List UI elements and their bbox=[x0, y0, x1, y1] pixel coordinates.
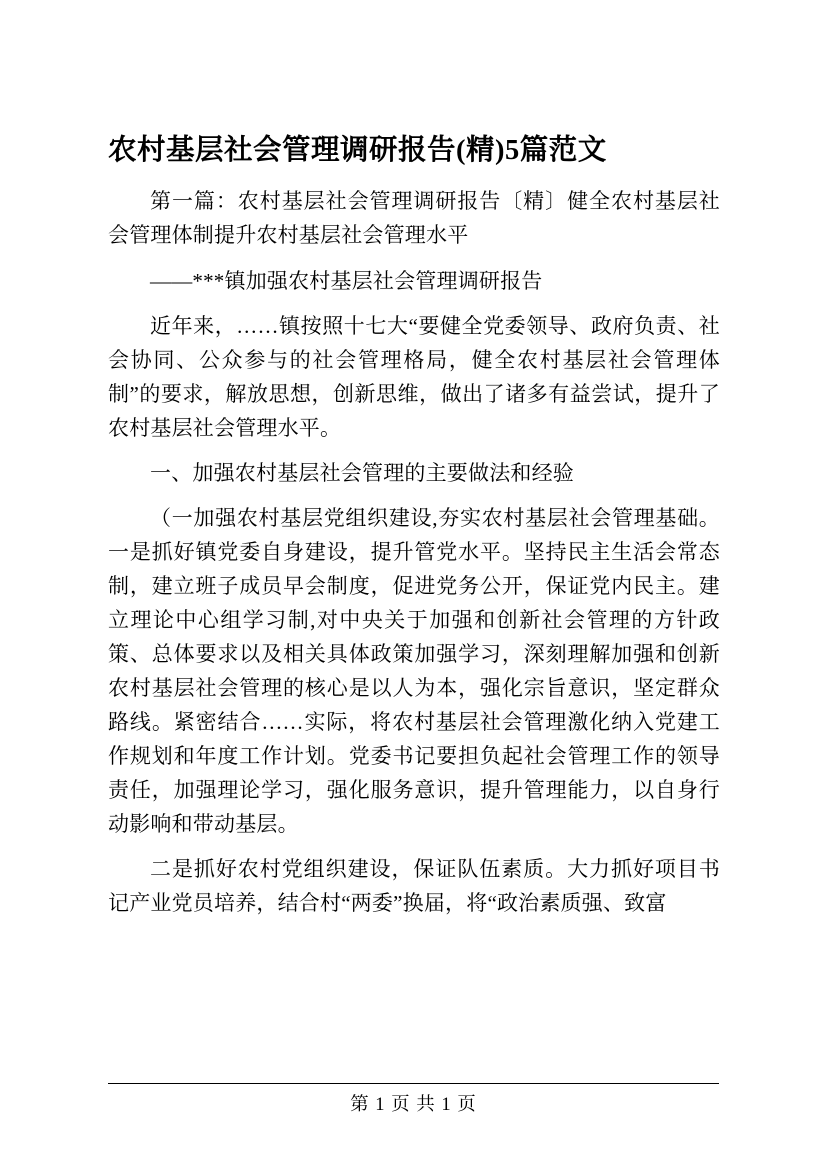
page-footer: 第 1 页 共 1 页 bbox=[350, 1095, 477, 1115]
paragraph-4: 一、加强农村基层社会管理的主要做法和经验 bbox=[150, 460, 574, 485]
document-body bbox=[108, 132, 720, 921]
paragraph-3: 近年来，……镇按照十七大“要健全党委领导、政府负责、社会协同、公众参与的社会管理格局，健全农村基层社会管理体制”的要求，解放思想，创新思维，做出了诸多有益尝试，提升了农村基层社会管理水平。 bbox=[108, 313, 720, 440]
page-title: 农村基层社会管理调研报告(精)5篇范文 bbox=[108, 135, 607, 166]
paragraph-1: 第一篇：农村基层社会管理调研报告〔精〕健全农村基层社会管理体制提升农村基层社会管理水平 bbox=[108, 189, 720, 248]
footer-divider bbox=[108, 1083, 719, 1084]
paragraph-2: ——***镇加强农村基层社会管理调研报告 bbox=[150, 268, 543, 293]
paragraph-5: （一加强农村基层党组织建设,夯实农村基层社会管理基础。一是抓好镇党委自身建设，提升管党水平。坚持民主生活会常态制，建立班子成员早会制度，促进党务公开，保证党内民主。建立理论中心组学习制,对中央关于加强和创新社会管理的方针政策、总体要求以及相关具体政策加强学习，深刻理解加强和创新农村基层社会管理的核心是以人为本，强化宗旨意识，坚定群众路线。紧密结合……实际，将农村基层社会管理激化纳入党建工作规划和年度工作计划。党委书记要担负起社会管理工作的领导责任，加强理论学习，强化服务意识，提升管理能力，以自身行动影响和带动基层。 bbox=[108, 505, 720, 836]
paragraph-6: 二是抓好农村党组织建设，保证队伍素质。大力抓好项目书记产业党员培养，结合村“两委”换届，将“政治素质强、致富 bbox=[108, 856, 720, 915]
